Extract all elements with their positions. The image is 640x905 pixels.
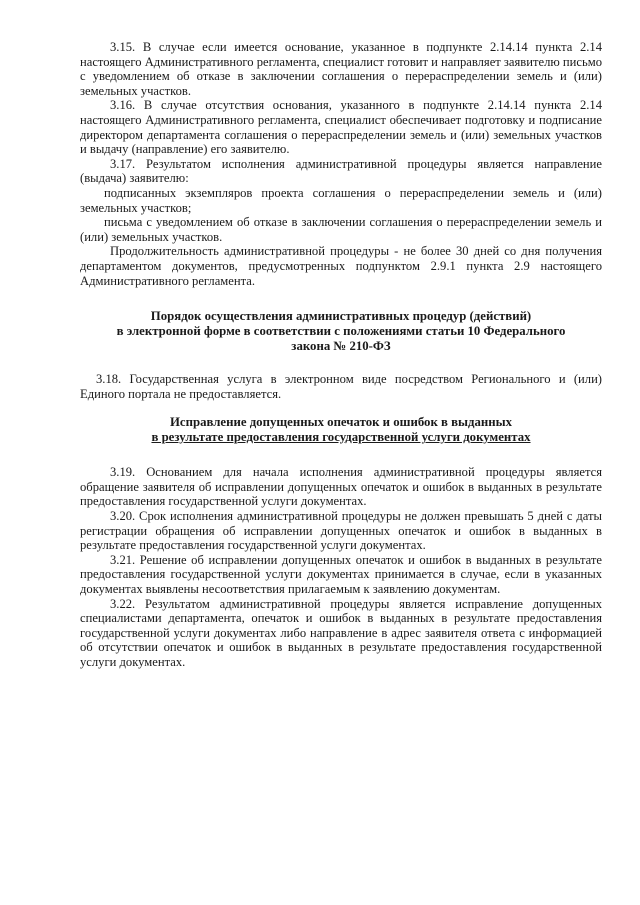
paragraph-3-16: 3.16. В случае отсутствия основания, указанного в подпункте 2.14.14 пункта 2.14 настоящего Административного регламента, специалист обеспечивает подготовку и подписание директором департамента соглашения о перераспределении земель и (или) земельных участков и выдачу (направление) его заявителю. — [80, 98, 602, 157]
list-item: подписанных экземпляров проекта соглашения о перераспределении земель и (или) земельных участков; — [80, 185, 602, 215]
paragraph-3-21: 3.21. Решение об исправлении допущенных опечаток и ошибок в выданных в результате предоставления государственной услуги документах принимается в случае, если в указанных документах выявлены несоответствия прилагаемым к заявлению документам. — [80, 552, 602, 597]
section-heading-corrections — [80, 415, 602, 445]
list-item: письма с уведомлением об отказе в заключении соглашения о перераспределении земель и (или) земельных участков. — [80, 215, 602, 244]
heading-line: в электронной форме в соответствии с положениями статьи 10 Федерального — [116, 324, 566, 339]
heading-line — [80, 430, 602, 445]
paragraph-3-18: 3.18. Государственная услуга в электронном виде посредством Регионального и (или) Единого портала не предоставляется. — [80, 372, 602, 401]
paragraph-3-22: 3.22. Результатом административной процедуры является исправление допущенных специалистами департамента, опечаток и ошибок в выданных в результате предоставления государственной услуги документах либо направление в адрес заявителя ответа с информацией об отсутствии опечаток и ошибок в выданных в результате предоставления государственной услуги документах. — [80, 596, 602, 669]
heading-line: закона № 210-ФЗ — [291, 339, 391, 354]
duration-paragraph: Продолжительность административной процедуры - не более 30 дней со дня получения департаментом документов, предусмотренных подпунктом 2.9.1 пункта 2.9 настоящего Административного регламента. — [80, 244, 602, 288]
heading-line: Исправление допущенных опечаток и ошибок в выданных — [169, 415, 513, 430]
paragraph-3-20: 3.20. Срок исполнения административной процедуры не должен превышать 5 дней с даты регистрации обращения об исправлении допущенных опечаток и ошибок в выданных в результате предоставления государственной услуги документах. — [80, 509, 602, 553]
document-page — [80, 40, 602, 670]
paragraph-3-17: 3.17. Результатом исполнения административной процедуры является направление (выдача) заявителю: — [80, 156, 602, 186]
paragraph-3-15: 3.15. В случае если имеется основание, указанное в подпункте 2.14.14 пункта 2.14 настоящего Административного регламента, специалист готовит и направляет заявителю письмо с уведомлением об отказе в заключении соглашения о перераспределении земель и (или) земельных участков. — [80, 40, 602, 98]
heading-line: Порядок осуществления административных процедур (действий) — [150, 309, 532, 324]
section-heading-electronic-form — [80, 309, 602, 354]
heading-line-underlined: в результате предоставления государственной услуги документах — [151, 430, 531, 445]
paragraph-3-19: 3.19. Основанием для начала исполнения административной процедуры является обращение заявителя об исправлении допущенных опечаток и ошибок в выданных в результате предоставления государственной услуги документах. — [80, 465, 602, 509]
